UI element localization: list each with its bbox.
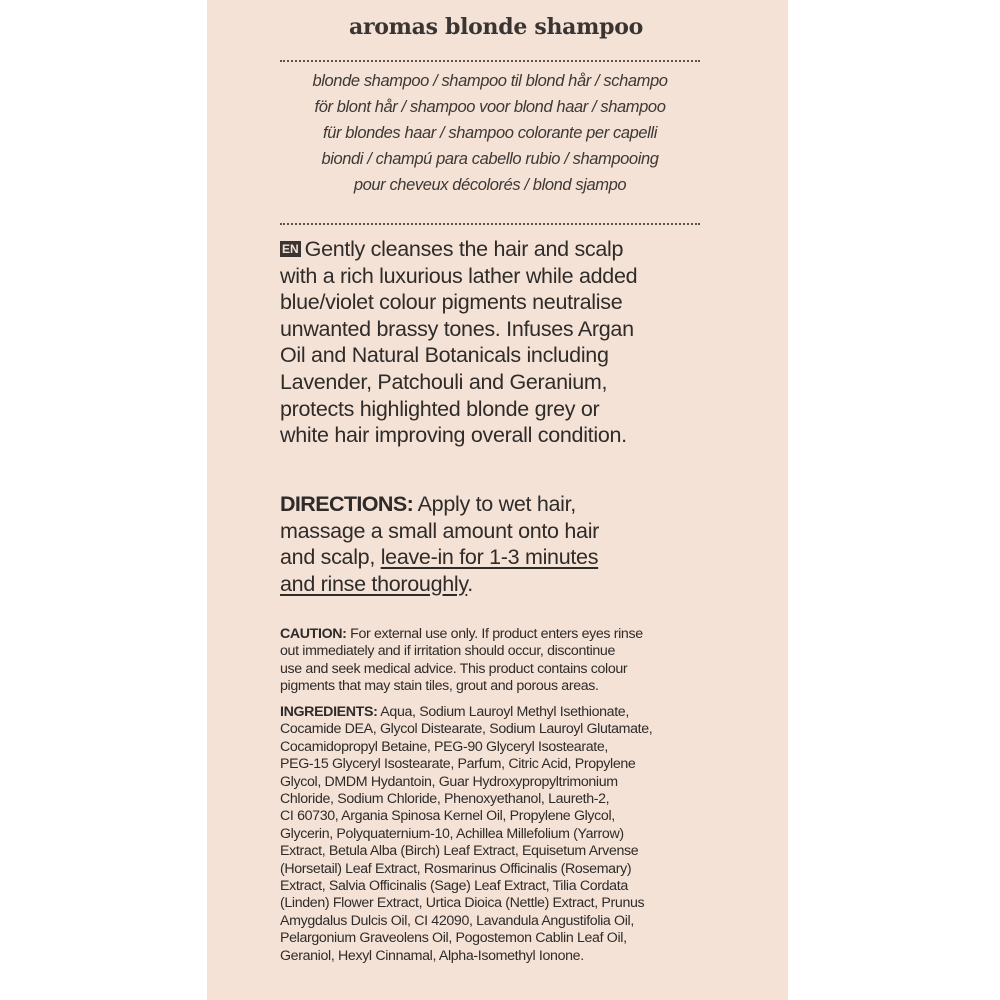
translation-line: pour cheveux décolorés / blond sjampo [353,176,627,194]
caution-text: use and seek medical advice. This product contains colour [280,660,628,677]
language-badge-en: EN [282,242,299,256]
directions-text: massage a small amount onto hair [280,518,600,543]
ingredients-text: (Linden) Flower Extract, Urtica Dioica (Nettle) Extract, Prunus [280,895,645,912]
ingredients-text: Geraniol, Hexyl Cinnamal, Alpha-Isomethyl Ionone. [280,947,584,964]
dotted-divider-top [280,60,700,62]
description-line: blue/violet colour pigments neutralise [280,290,623,315]
description-line: protects highlighted blonde grey or [280,396,600,421]
description-block [280,236,720,449]
ingredients-text: Cocamidopropyl Betaine, PEG-90 Glyceryl Isostearate, [280,738,608,755]
translation-line: blonde shampoo / shampoo til blond hår / schampo [312,72,668,90]
translation-line: för blont hår / shampoo voor blond haar / shampoo [314,98,666,116]
ingredients-text: CI 60730, Argania Spinosa Kernel Oil, Propylene Glycol, [280,808,615,825]
description-line: unwanted brassy tones. Infuses Argan [280,316,634,341]
ingredients-text: Glycol, DMDM Hydantoin, Guar Hydroxypropyltrimonium [280,773,618,790]
ingredients-text: PEG-15 Glyceryl Isostearate, Parfum, Citric Acid, Propylene [280,756,636,773]
caution-text: pigments that may stain tiles, grout and porous areas. [280,677,599,694]
dotted-divider-bottom [280,223,700,225]
directions-text: and scalp, [280,545,381,569]
ingredients-heading: INGREDIENTS: [280,704,378,720]
translation-line: für blondes haar / shampoo colorante per capelli [323,124,657,142]
ingredients-text: (Horsetail) Leaf Extract, Rosmarinus Officinalis (Rosemary) [280,860,632,877]
ingredients-text: Aqua, Sodium Lauroyl Methyl Isethionate, [377,704,629,720]
directions-underlined-text: leave-in for 1-3 minutes [380,545,599,569]
ingredients-text: Glycerin, Polyquaternium-10, Achillea Millefolium (Yarrow) [280,825,624,842]
product-title: aromas blonde shampoo [349,14,643,40]
ingredients-block [280,704,720,965]
directions-text: Apply to wet hair, [413,492,576,516]
caution-block [280,626,720,695]
ingredients-text: Cocamide DEA, Glycol Distearate, Sodium Lauroyl Glutamate, [280,721,653,738]
ingredients-text: Pelargonium Graveolens Oil, Pogostemon Cablin Leaf Oil, [280,930,627,947]
directions-underlined-text: and rinse thoroughly [280,571,468,596]
caution-heading: CAUTION: [280,626,347,642]
ingredients-text: Chloride, Sodium Chloride, Phenoxyethanol, Laureth-2, [280,791,610,808]
ingredients-text: Amygdalus Dulcis Oil, CI 42090, Lavandula Angustifolia Oil, [280,912,634,929]
caution-text: out immediately and if irritation should occur, discontinue [280,643,616,660]
description-line: Lavender, Patchouli and Geranium, [280,369,608,394]
description-line: white hair improving overall condition. [280,423,627,448]
description-line: with a rich luxurious lather while added [280,263,638,288]
translation-line: biondi / champú para cabello rubio / shampooing [321,150,659,168]
caution-text: For external use only. If product enters eyes rinse [346,626,643,642]
ingredients-text: Extract, Salvia Officinalis (Sage) Leaf Extract, Tilia Cordata [280,878,628,895]
directions-text: . [467,571,473,596]
ingredients-text: Extract, Betula Alba (Birch) Leaf Extract, Equisetum Arvense [280,843,639,860]
directions-block [280,491,720,597]
directions-heading: DIRECTIONS: [280,492,414,516]
translations-block [280,68,700,198]
description-line: Oil and Natural Botanicals including [280,343,609,368]
description-line: Gently cleanses the hair and scalp [304,237,624,261]
